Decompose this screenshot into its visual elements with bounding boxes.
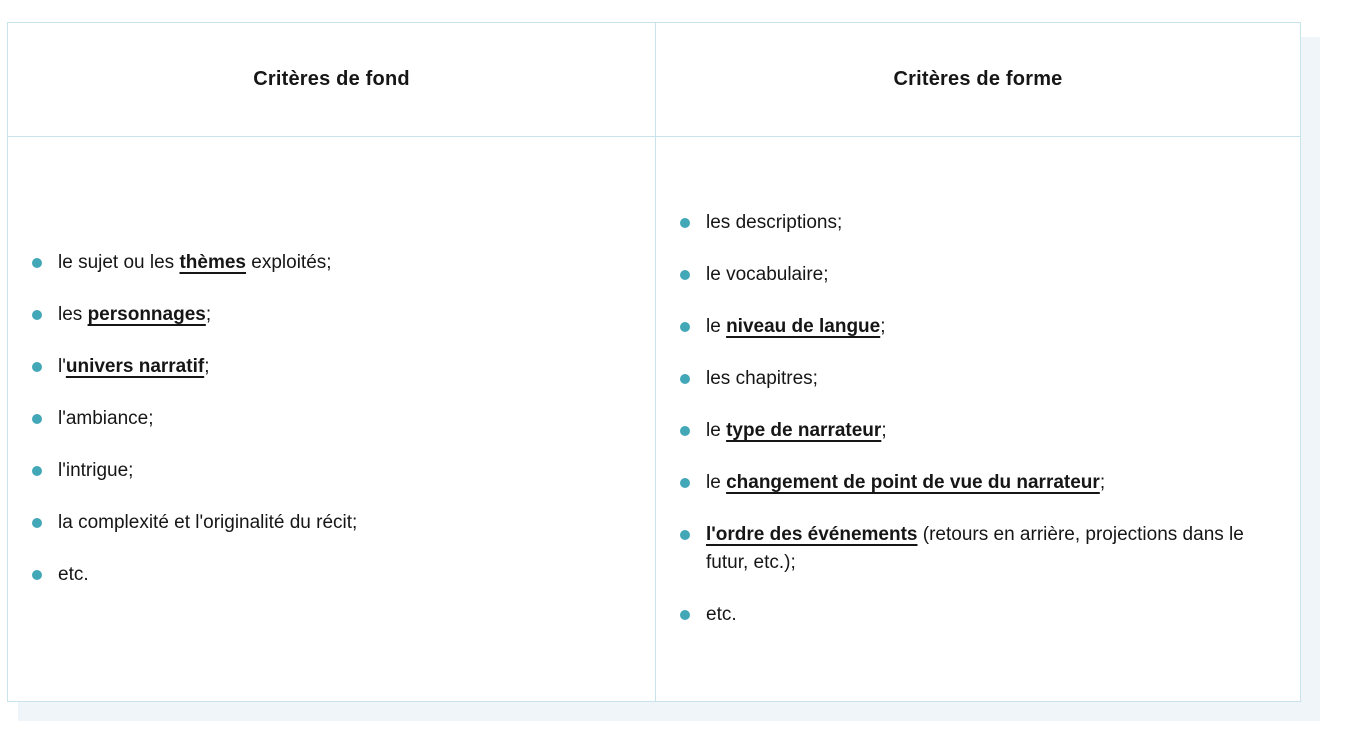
item-text: l'intrigue;	[58, 460, 134, 481]
bullet-icon	[680, 530, 690, 540]
column-header-criteres-de-forme: Critères de forme	[656, 23, 1300, 137]
item-text: les descriptions;	[706, 212, 843, 233]
list-item	[680, 417, 1282, 445]
cell-criteres-de-forme	[656, 137, 1300, 701]
criteria-list-forme	[680, 185, 1282, 653]
list-item	[680, 313, 1282, 341]
item-text: l'	[58, 356, 66, 377]
item-text: le	[706, 316, 727, 337]
criteria-table	[7, 22, 1301, 702]
bullet-icon	[32, 466, 42, 476]
bullet-icon	[32, 258, 42, 268]
item-text: les	[58, 304, 88, 325]
list-item	[680, 521, 1282, 577]
list-item	[680, 365, 1282, 393]
bullet-icon	[32, 414, 42, 424]
list-item	[680, 261, 1282, 289]
term-link[interactable]: niveau de langue	[726, 316, 881, 337]
term-link[interactable]: type de narrateur	[726, 420, 882, 441]
item-text: etc.	[706, 604, 737, 625]
item-text: ;	[881, 420, 887, 441]
bullet-icon	[680, 270, 690, 280]
cell-criteres-de-fond	[8, 137, 656, 701]
bullet-icon	[32, 570, 42, 580]
term-link[interactable]: univers narratif	[65, 356, 205, 377]
bullet-icon	[680, 218, 690, 228]
term-link[interactable]: changement de point de vue du narrateur	[726, 472, 1100, 493]
term-link[interactable]: l'ordre des événements	[706, 524, 918, 545]
item-text: le	[706, 472, 727, 493]
column-header-criteres-de-fond: Critères de fond	[8, 23, 656, 137]
list-item	[680, 209, 1282, 237]
term-link[interactable]: thèmes	[179, 252, 246, 273]
term-link[interactable]: personnages	[87, 304, 206, 325]
list-item	[32, 353, 637, 381]
bullet-icon	[680, 478, 690, 488]
bullet-icon	[680, 322, 690, 332]
list-item	[32, 509, 637, 537]
item-text: l'ambiance;	[58, 408, 154, 429]
list-item	[32, 561, 637, 589]
list-item	[32, 249, 637, 277]
item-text: ;	[204, 356, 210, 377]
criteria-list-fond	[32, 225, 637, 613]
item-text: les chapitres;	[706, 368, 818, 389]
list-item	[32, 457, 637, 485]
item-text: le sujet ou les	[58, 252, 180, 273]
list-item	[32, 405, 637, 433]
bullet-icon	[32, 362, 42, 372]
item-text: (retours en arrière, projections dans le futur, etc.);	[706, 524, 1244, 573]
bullet-icon	[32, 310, 42, 320]
item-text: le	[706, 420, 727, 441]
item-text: exploités;	[246, 252, 332, 273]
bullet-icon	[680, 374, 690, 384]
item-text: ;	[880, 316, 886, 337]
list-item	[32, 301, 637, 329]
bullet-icon	[680, 426, 690, 436]
bullet-icon	[680, 610, 690, 620]
item-text: etc.	[58, 564, 89, 585]
list-item	[680, 469, 1282, 497]
item-text: la complexité et l'originalité du récit;	[58, 512, 358, 533]
list-item	[680, 601, 1282, 629]
bullet-icon	[32, 518, 42, 528]
item-text: ;	[205, 304, 212, 325]
item-text: le vocabulaire;	[706, 264, 829, 285]
item-text: ;	[1099, 472, 1106, 493]
